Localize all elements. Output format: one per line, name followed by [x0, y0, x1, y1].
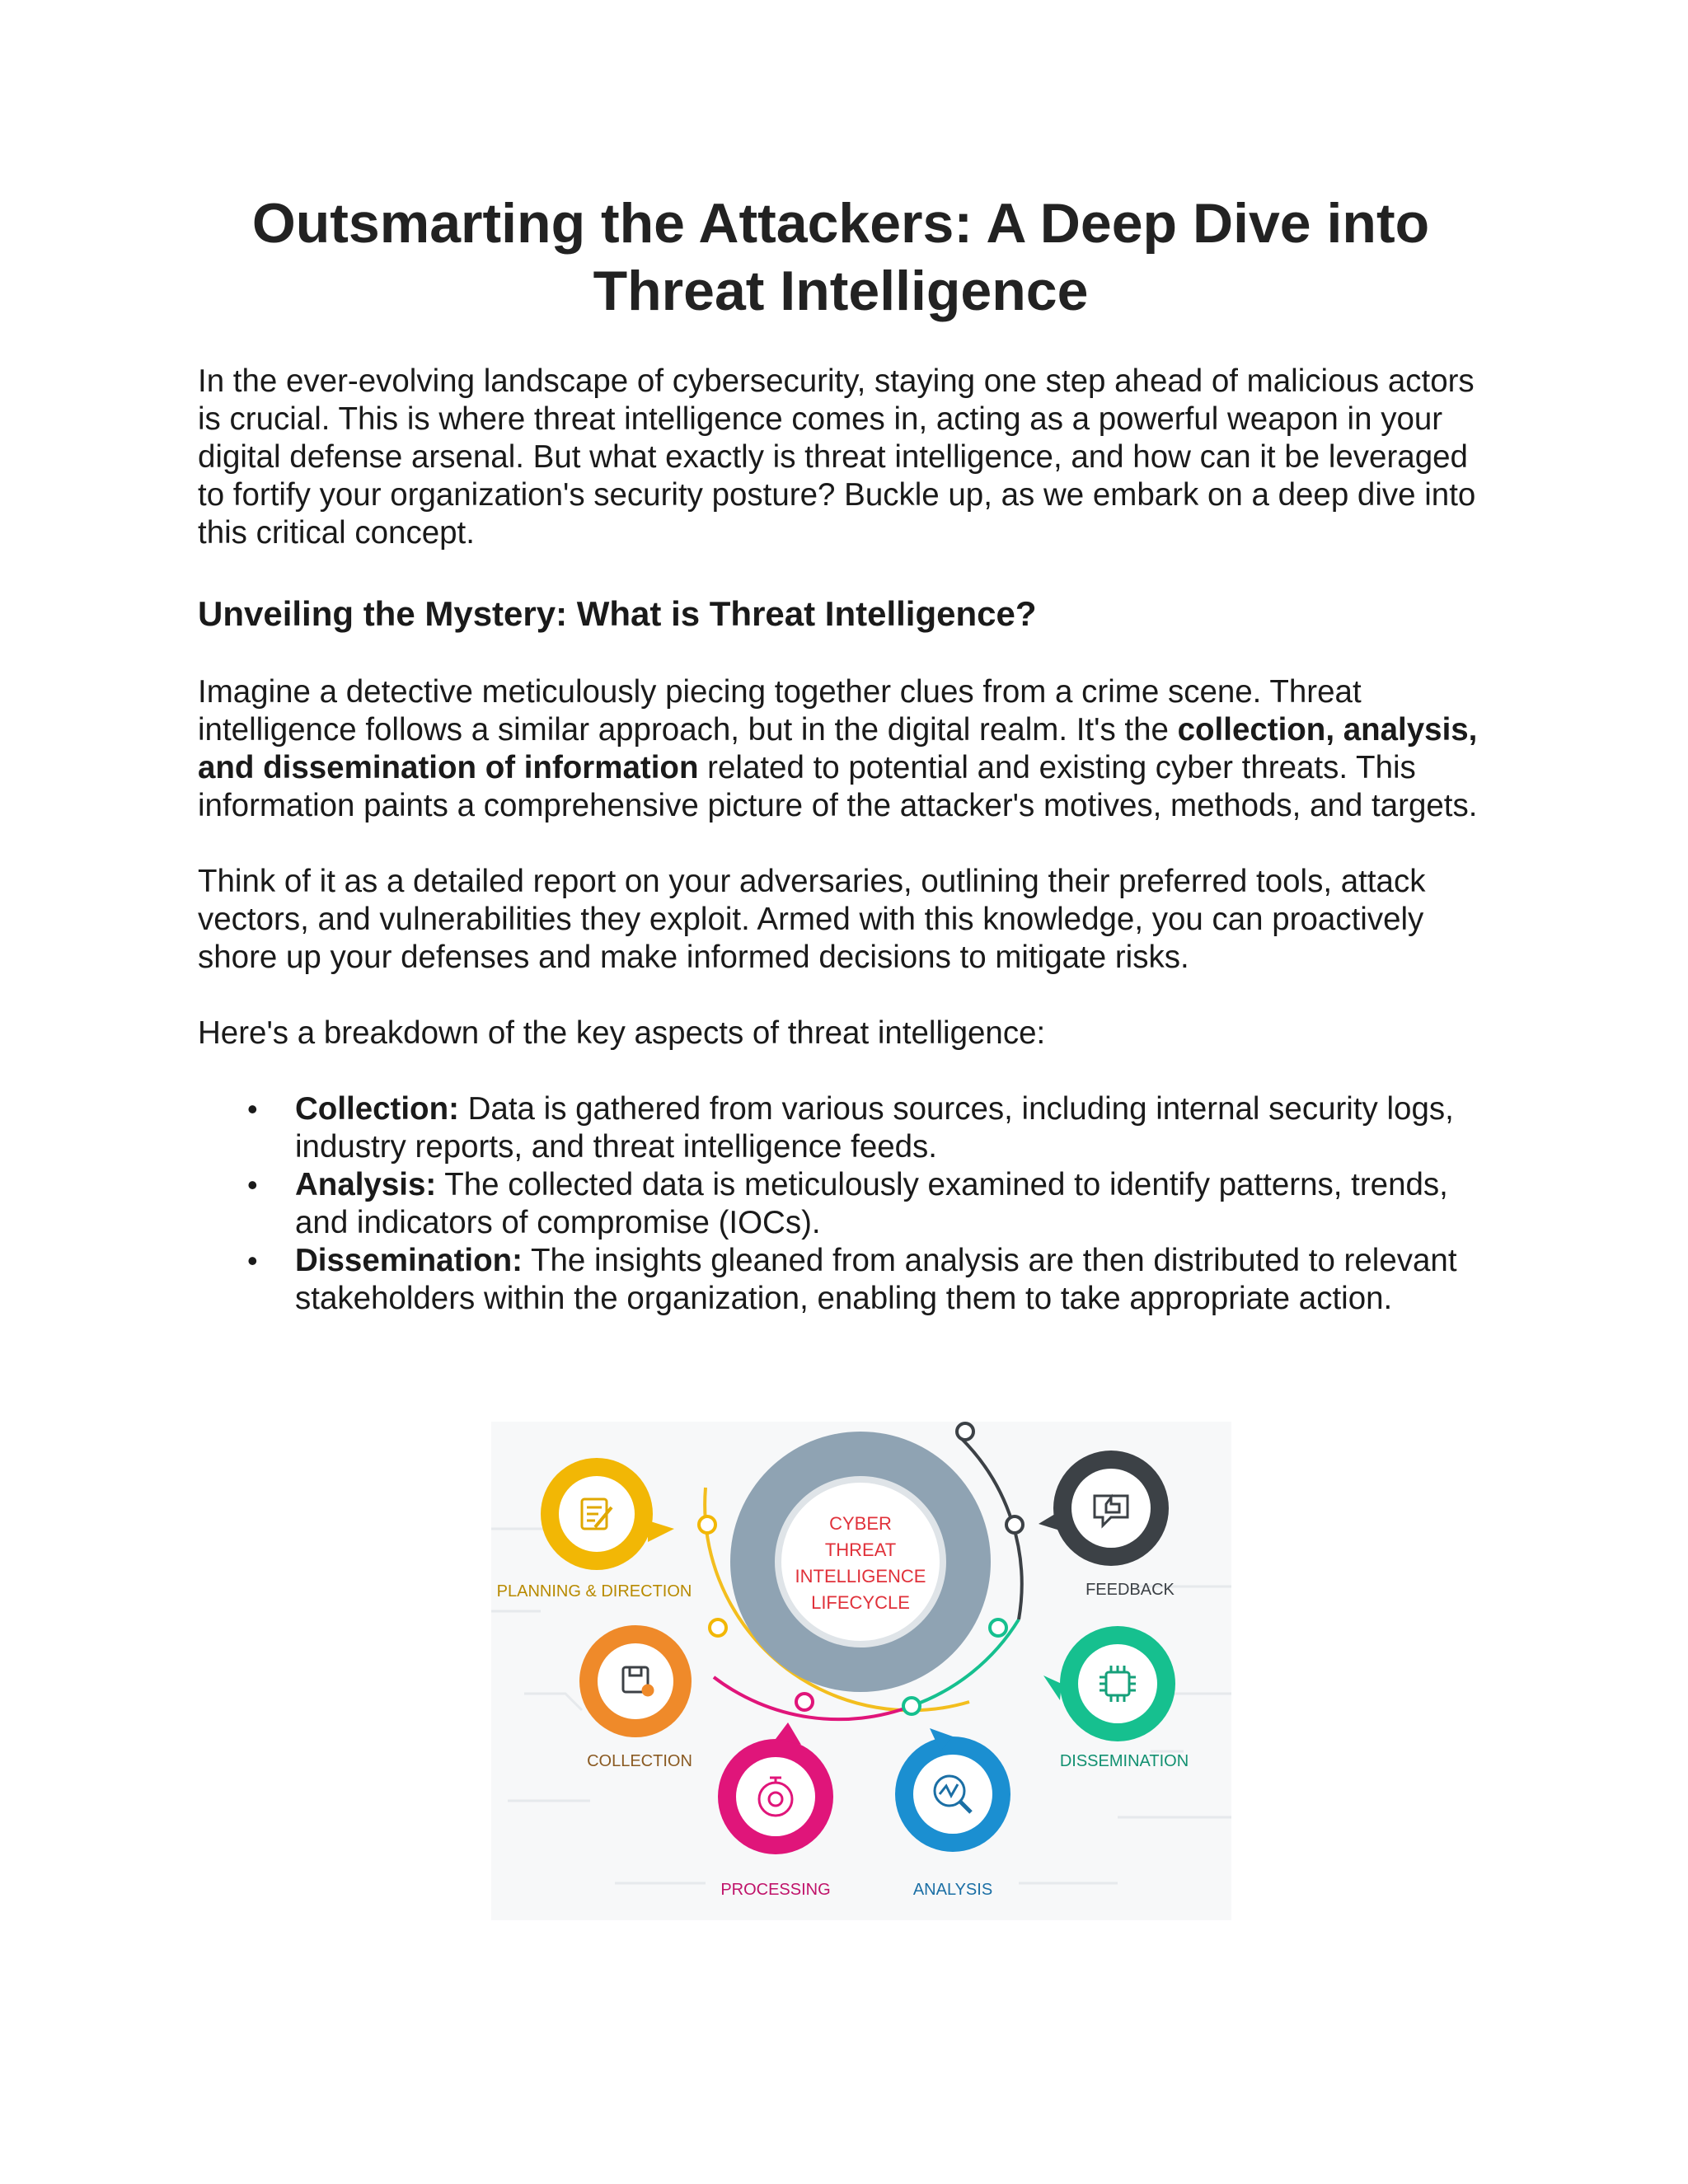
list-item-text: The collected data is meticulously examined to identify patterns, trends, and indicators of compromise (IOCs).	[295, 1167, 1448, 1240]
list-item-term: Analysis:	[295, 1167, 437, 1202]
center-disc	[778, 1479, 943, 1644]
key-aspects-list	[198, 1090, 1484, 1318]
stage-label-collection: COLLECTION	[587, 1752, 692, 1770]
list-item-text: Data is gathered from various sources, including internal security logs, industry reports, and threat intelligence feeds.	[295, 1091, 1454, 1165]
definition-paragraph	[198, 673, 1484, 825]
list-item-collection	[295, 1090, 1484, 1166]
definition-text-before: Imagine a detective meticulously piecing together clues from a crime scene. Threat intelligence follows a similar approach, but in the digital realm. It's the	[198, 674, 1362, 748]
report-paragraph: Think of it as a detailed report on your adversaries, outlining their preferred tools, attack vectors, and vulnerabilities they exploit. Armed with this knowledge, you can proactively shore up your defenses and make informed decisions to mitigate risks.	[198, 864, 1426, 975]
breakdown-intro: Here's a breakdown of the key aspects of threat intelligence:	[198, 1015, 1046, 1051]
list-item-text: The insights gleaned from analysis are then distributed to relevant stakeholders within the organization, enabling them to take appropriate action.	[295, 1243, 1457, 1316]
intro-paragraph: In the ever-evolving landscape of cybersecurity, staying one step ahead of malicious actors is crucial. This is where threat intelligence comes in, acting as a powerful weapon in your digital defense arsenal. But what exactly is threat intelligence, and how can it be leveraged to fortify your organization's security posture? Buckle up, as we embark on a deep dive into this critical concept.	[198, 363, 1476, 551]
page-title: Outsmarting the Attackers: A Deep Dive into Threat Intelligence	[251, 192, 1430, 322]
list-item-term: Collection:	[295, 1091, 459, 1127]
stage-label-dissemination: DISSEMINATION	[1059, 1752, 1189, 1770]
lifecycle-diagram	[491, 1422, 1231, 1920]
list-item-term: Dissemination:	[295, 1243, 523, 1278]
stage-label-feedback: FEEDBACK	[1085, 1581, 1175, 1599]
stage-label-analysis: ANALYSIS	[912, 1881, 993, 1899]
center-title-line: CYBER	[829, 1513, 892, 1534]
lifecycle-diagram-svg	[491, 1422, 1231, 1920]
center-title-line: INTELLIGENCE	[795, 1566, 926, 1586]
center-title-line: THREAT	[824, 1540, 897, 1560]
definition-bold-text: collection, analysis, and dissemination of information	[198, 712, 1478, 785]
list-item-dissemination	[295, 1242, 1484, 1318]
definition-text-after: related to potential and existing cyber threats. This information paints a comprehensive picture of the attacker's motives, methods, and targets.	[198, 750, 1478, 823]
stage-label-processing: PROCESSING	[720, 1881, 831, 1899]
section-heading: Unveiling the Mystery: What is Threat Intelligence?	[198, 594, 1037, 633]
center-title-line: LIFECYCLE	[811, 1592, 910, 1613]
list-item-analysis	[295, 1166, 1484, 1242]
document-page	[198, 190, 1484, 1318]
stage-label-planning: PLANNING & DIRECTION	[496, 1582, 692, 1601]
